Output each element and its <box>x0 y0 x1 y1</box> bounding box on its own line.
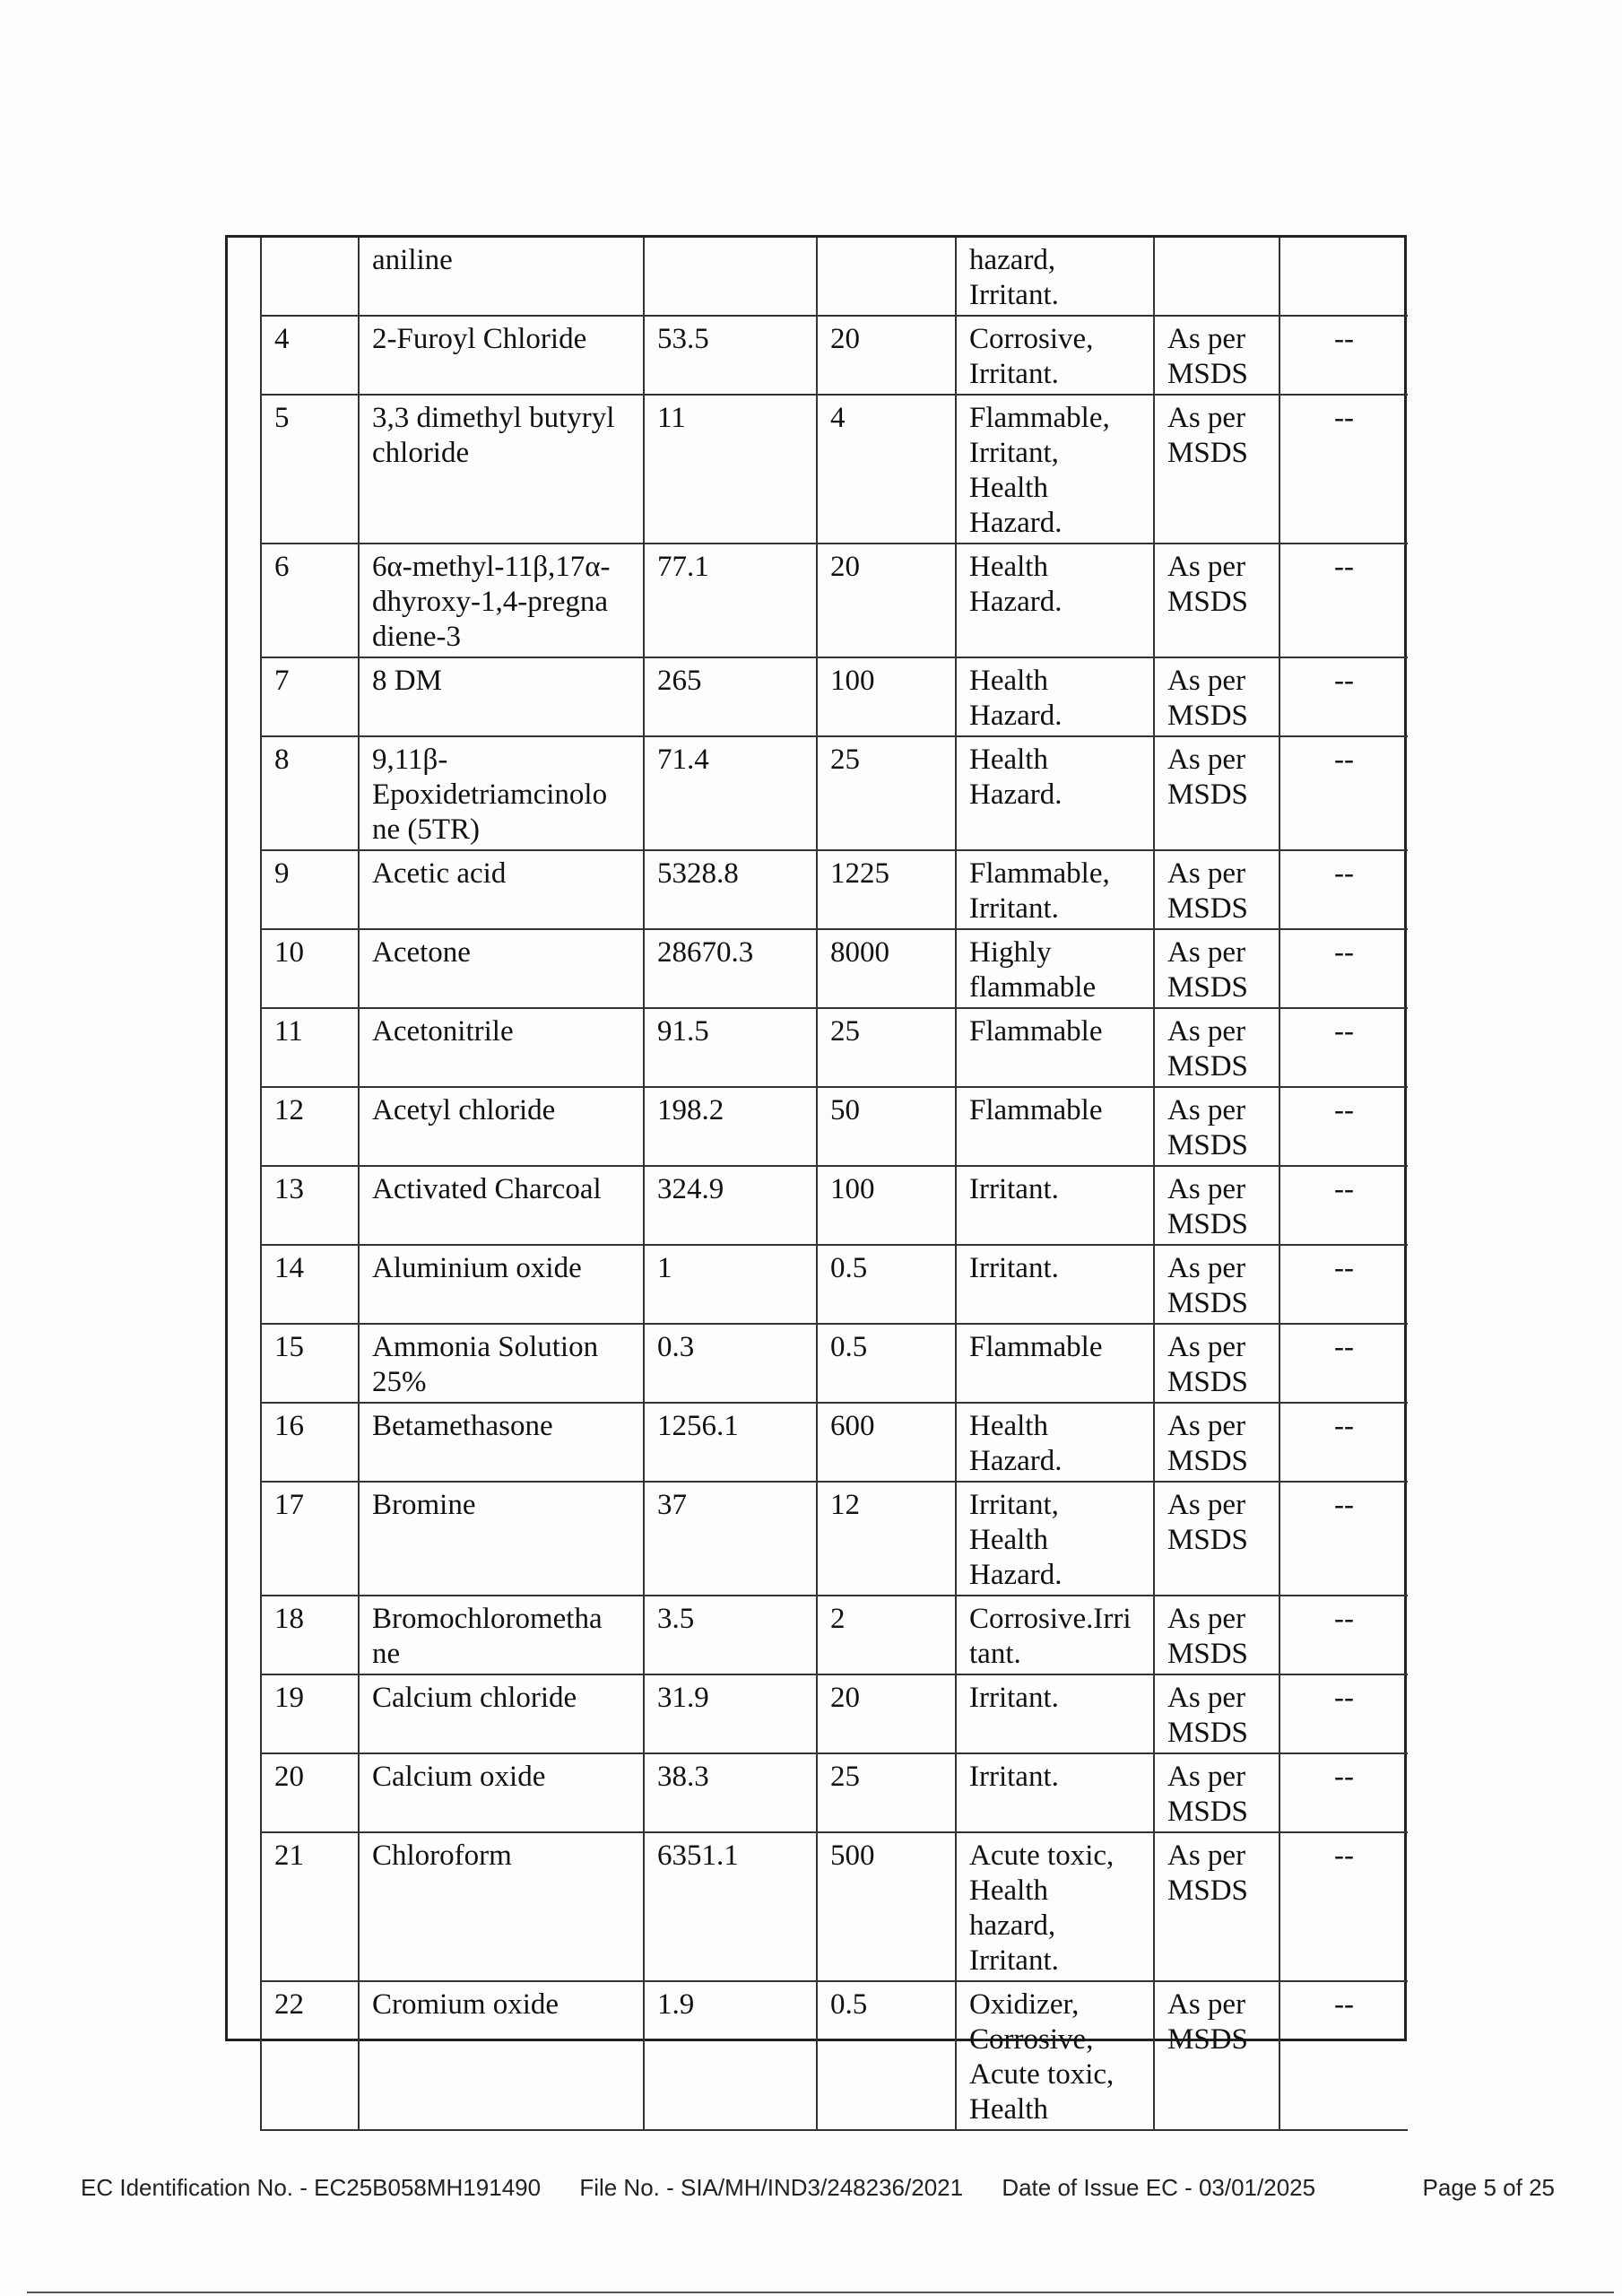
serial-number-cell: 9 <box>261 850 359 929</box>
chemical-name-cell: Acetic acid <box>359 850 644 929</box>
serial-number-cell: 4 <box>261 316 359 395</box>
remarks-cell: -- <box>1279 1403 1408 1482</box>
storage-quantity-cell: 20 <box>817 544 956 657</box>
chemical-name-cell: 3,3 dimethyl butyryl chloride <box>359 395 644 544</box>
storage-quantity-cell: 25 <box>817 1753 956 1832</box>
chemical-hazard-table <box>260 238 1408 2131</box>
serial-number-cell: 8 <box>261 736 359 850</box>
serial-number-cell: 14 <box>261 1245 359 1324</box>
serial-number-cell: 13 <box>261 1166 359 1245</box>
table-row <box>261 1753 1408 1832</box>
ec-identification: EC Identification No. - EC25B058MH191490 <box>81 2174 542 2201</box>
quantity-cell: 1 <box>644 1245 817 1324</box>
storage-quantity-cell: 100 <box>817 657 956 736</box>
storage-quantity-cell: 600 <box>817 1403 956 1482</box>
serial-number-cell: 22 <box>261 1981 359 2130</box>
serial-number-cell: 15 <box>261 1324 359 1403</box>
remarks-cell <box>1279 238 1408 316</box>
table-row <box>261 1596 1408 1674</box>
remarks-cell: -- <box>1279 316 1408 395</box>
table-row <box>261 316 1408 395</box>
file-number: File No. - SIA/MH/IND3/248236/2021 <box>579 2174 964 2201</box>
hazard-cell: Flammable, Irritant. <box>956 850 1154 929</box>
table-row <box>261 544 1408 657</box>
serial-number-cell: 12 <box>261 1087 359 1166</box>
chemical-name-cell: Activated Charcoal <box>359 1166 644 1245</box>
hazard-cell: Health Hazard. <box>956 736 1154 850</box>
quantity-cell: 28670.3 <box>644 929 817 1008</box>
remarks-cell: -- <box>1279 1482 1408 1596</box>
remarks-cell: -- <box>1279 1166 1408 1245</box>
remarks-cell: -- <box>1279 929 1408 1008</box>
storage-quantity-cell: 4 <box>817 395 956 544</box>
chemical-name-cell: Acetyl chloride <box>359 1087 644 1166</box>
remarks-cell: -- <box>1279 850 1408 929</box>
storage-quantity-cell: 2 <box>817 1596 956 1674</box>
hazard-cell: Irritant. <box>956 1245 1154 1324</box>
chemical-name-cell: Bromochlorometha ne <box>359 1596 644 1674</box>
quantity-cell: 71.4 <box>644 736 817 850</box>
serial-number-cell: 19 <box>261 1674 359 1753</box>
table-row <box>261 929 1408 1008</box>
bottom-rule <box>27 2292 1614 2293</box>
quantity-cell <box>644 238 817 316</box>
serial-number-cell: 7 <box>261 657 359 736</box>
chemical-name-cell: 6α-methyl-11β,17α-dhyroxy-1,4-pregna diene-3 <box>359 544 644 657</box>
table-row <box>261 1482 1408 1596</box>
chemical-name-cell: Acetone <box>359 929 644 1008</box>
table-row <box>261 1981 1408 2130</box>
remarks-cell: -- <box>1279 736 1408 850</box>
quantity-cell: 3.5 <box>644 1596 817 1674</box>
quantity-cell: 5328.8 <box>644 850 817 929</box>
table-row <box>261 657 1408 736</box>
chemical-name-cell: 9,11β-Epoxidetriamcinolo ne (5TR) <box>359 736 644 850</box>
hazard-cell: Flammable, Irritant, Health Hazard. <box>956 395 1154 544</box>
table-body <box>261 238 1408 2130</box>
msds-cell: As per MSDS <box>1154 1087 1279 1166</box>
serial-number-cell <box>261 238 359 316</box>
msds-cell: As per MSDS <box>1154 1403 1279 1482</box>
remarks-cell: -- <box>1279 1008 1408 1087</box>
serial-number-cell: 20 <box>261 1753 359 1832</box>
quantity-cell: 1.9 <box>644 1981 817 2130</box>
storage-quantity-cell: 50 <box>817 1087 956 1166</box>
serial-number-cell: 21 <box>261 1832 359 1981</box>
hazard-cell: Corrosive.Irri tant. <box>956 1596 1154 1674</box>
msds-cell: As per MSDS <box>1154 929 1279 1008</box>
chemical-name-cell: Calcium oxide <box>359 1753 644 1832</box>
msds-cell: As per MSDS <box>1154 1245 1279 1324</box>
table-row <box>261 1008 1408 1087</box>
storage-quantity-cell: 500 <box>817 1832 956 1981</box>
quantity-cell: 53.5 <box>644 316 817 395</box>
storage-quantity-cell: 20 <box>817 1674 956 1753</box>
remarks-cell: -- <box>1279 395 1408 544</box>
msds-cell: As per MSDS <box>1154 544 1279 657</box>
chemical-name-cell: Aluminium oxide <box>359 1245 644 1324</box>
table-row <box>261 238 1408 316</box>
storage-quantity-cell: 0.5 <box>817 1981 956 2130</box>
table-row <box>261 1087 1408 1166</box>
quantity-cell: 11 <box>644 395 817 544</box>
serial-number-cell: 18 <box>261 1596 359 1674</box>
hazard-cell: Flammable <box>956 1008 1154 1087</box>
msds-cell: As per MSDS <box>1154 1008 1279 1087</box>
msds-cell: As per MSDS <box>1154 316 1279 395</box>
serial-number-cell: 6 <box>261 544 359 657</box>
serial-number-cell: 10 <box>261 929 359 1008</box>
hazard-cell: Oxidizer, Corrosive, Acute toxic, Health <box>956 1981 1154 2130</box>
page-footer <box>81 2174 1569 2202</box>
msds-cell: As per MSDS <box>1154 1324 1279 1403</box>
chemical-name-cell: Bromine <box>359 1482 644 1596</box>
quantity-cell: 77.1 <box>644 544 817 657</box>
serial-number-cell: 16 <box>261 1403 359 1482</box>
table-row <box>261 1245 1408 1324</box>
hazard-cell: Irritant. <box>956 1753 1154 1832</box>
remarks-cell: -- <box>1279 1245 1408 1324</box>
storage-quantity-cell: 1225 <box>817 850 956 929</box>
hazard-cell: Irritant. <box>956 1166 1154 1245</box>
hazard-cell: Acute toxic, Health hazard, Irritant. <box>956 1832 1154 1981</box>
quantity-cell: 31.9 <box>644 1674 817 1753</box>
remarks-cell: -- <box>1279 1674 1408 1753</box>
msds-cell: As per MSDS <box>1154 395 1279 544</box>
storage-quantity-cell: 25 <box>817 1008 956 1087</box>
quantity-cell: 6351.1 <box>644 1832 817 1981</box>
msds-cell: As per MSDS <box>1154 736 1279 850</box>
chemical-name-cell: Cromium oxide <box>359 1981 644 2130</box>
table-frame <box>225 235 1407 2126</box>
remarks-cell: -- <box>1279 1832 1408 1981</box>
hazard-cell: Irritant, Health Hazard. <box>956 1482 1154 1596</box>
storage-quantity-cell: 25 <box>817 736 956 850</box>
storage-quantity-cell: 100 <box>817 1166 956 1245</box>
msds-cell: As per MSDS <box>1154 1482 1279 1596</box>
table-row <box>261 1166 1408 1245</box>
msds-cell: As per MSDS <box>1154 1981 1279 2130</box>
chemical-name-cell: Chloroform <box>359 1832 644 1981</box>
quantity-cell: 265 <box>644 657 817 736</box>
remarks-cell: -- <box>1279 1324 1408 1403</box>
quantity-cell: 0.3 <box>644 1324 817 1403</box>
table-row <box>261 1324 1408 1403</box>
chemical-name-cell: Acetonitrile <box>359 1008 644 1087</box>
table-row <box>261 850 1408 929</box>
remarks-cell: -- <box>1279 1087 1408 1166</box>
quantity-cell: 91.5 <box>644 1008 817 1087</box>
hazard-cell: Corrosive, Irritant. <box>956 316 1154 395</box>
quantity-cell: 1256.1 <box>644 1403 817 1482</box>
chemical-name-cell: Calcium chloride <box>359 1674 644 1753</box>
table-row <box>261 1674 1408 1753</box>
chemical-name-cell: 8 DM <box>359 657 644 736</box>
msds-cell: As per MSDS <box>1154 1596 1279 1674</box>
quantity-cell: 38.3 <box>644 1753 817 1832</box>
table-row <box>261 736 1408 850</box>
hazard-cell: Flammable <box>956 1087 1154 1166</box>
chemical-name-cell: aniline <box>359 238 644 316</box>
msds-cell: As per MSDS <box>1154 850 1279 929</box>
storage-quantity-cell: 20 <box>817 316 956 395</box>
msds-cell: As per MSDS <box>1154 1753 1279 1832</box>
hazard-cell: Health Hazard. <box>956 1403 1154 1482</box>
page-number: Page 5 of 25 <box>1422 2174 1555 2201</box>
storage-quantity-cell: 12 <box>817 1482 956 1596</box>
hazard-cell: hazard, Irritant. <box>956 238 1154 316</box>
serial-number-cell: 17 <box>261 1482 359 1596</box>
date-of-issue: Date of Issue EC - 03/01/2025 <box>1002 2174 1316 2201</box>
storage-quantity-cell <box>817 238 956 316</box>
table-row <box>261 1403 1408 1482</box>
hazard-cell: Health Hazard. <box>956 544 1154 657</box>
remarks-cell: -- <box>1279 1981 1408 2130</box>
quantity-cell: 198.2 <box>644 1087 817 1166</box>
storage-quantity-cell: 0.5 <box>817 1324 956 1403</box>
storage-quantity-cell: 0.5 <box>817 1245 956 1324</box>
hazard-cell: Flammable <box>956 1324 1154 1403</box>
hazard-cell: Highly flammable <box>956 929 1154 1008</box>
serial-number-cell: 5 <box>261 395 359 544</box>
table-row <box>261 1832 1408 1981</box>
hazard-cell: Irritant. <box>956 1674 1154 1753</box>
chemical-name-cell: Ammonia Solution 25% <box>359 1324 644 1403</box>
msds-cell: As per MSDS <box>1154 1674 1279 1753</box>
remarks-cell: -- <box>1279 1753 1408 1832</box>
serial-number-cell: 11 <box>261 1008 359 1087</box>
quantity-cell: 324.9 <box>644 1166 817 1245</box>
storage-quantity-cell: 8000 <box>817 929 956 1008</box>
msds-cell <box>1154 238 1279 316</box>
remarks-cell: -- <box>1279 1596 1408 1674</box>
chemical-name-cell: Betamethasone <box>359 1403 644 1482</box>
hazard-cell: Health Hazard. <box>956 657 1154 736</box>
remarks-cell: -- <box>1279 657 1408 736</box>
msds-cell: As per MSDS <box>1154 657 1279 736</box>
remarks-cell: -- <box>1279 544 1408 657</box>
msds-cell: As per MSDS <box>1154 1832 1279 1981</box>
msds-cell: As per MSDS <box>1154 1166 1279 1245</box>
table-row <box>261 395 1408 544</box>
quantity-cell: 37 <box>644 1482 817 1596</box>
chemical-name-cell: 2-Furoyl Chloride <box>359 316 644 395</box>
